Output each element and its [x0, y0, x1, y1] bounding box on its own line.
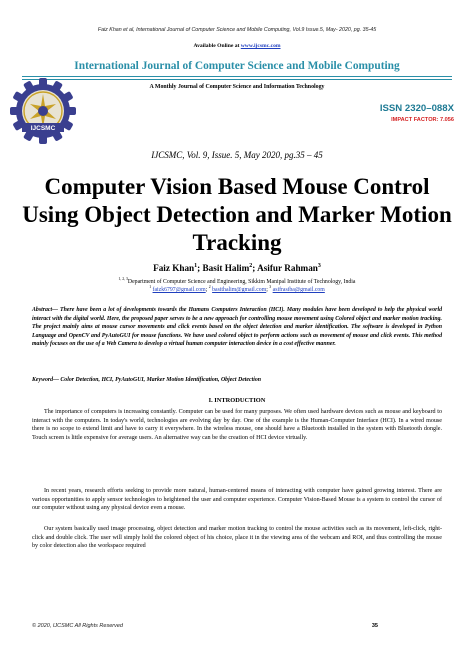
author-name: Faiz Khan [153, 263, 195, 273]
running-header: Faiz Khan et al, International Journal of Computer Science and Mobile Computing, Vol.9 Issue.5, May- 2020, pg. 35-45 [97, 27, 377, 33]
journal-website-link[interactable]: www.ijcsmc.com [240, 43, 281, 49]
footer-copyright: © 2020, IJCSMC All Rights Reserved [32, 623, 123, 629]
gear-logo-icon [8, 76, 78, 146]
issn: ISSN 2320–088X [379, 103, 454, 114]
email-link[interactable]: asifrasiba@gmail.com [272, 287, 325, 293]
author-sup: 3 [317, 262, 321, 269]
abstract: Abstract— There have been a lot of developments towards the Humans Computers Interaction (HCI). Many modules have been developed to help the physical world interact with the digital world. Here, the proposed paper serves to be a new approach for controlling mouse movement using Colored object and marker motion tracking. The project mainly aims at mouse cursor movements and click events based on the object detection and marker identification. The software is developed in Python Language and OpenCV and PyAutoGUI for mouse functions. We have used colored object to perform actions such as movement of mouse and click events. This method mainly focuses on the use of a Web Camera to develop a virtual human computer interaction device in a cost effective manner. [32, 307, 442, 348]
email-sup: 1 [149, 285, 152, 290]
journal-logo [8, 76, 78, 146]
affiliation [0, 279, 474, 285]
author-name: Asifur Rahman [257, 263, 318, 273]
body-paragraph: In recent years, research efforts seeking to provide more natural, human-centered means of interacting with computer have gained growing interest. There are various opportunities to apply sensor technologies to heightened the user and computer experience. Computer Vision-Based Mouse is a system to control the cursor of our computer without using any physical device even a mouse. [32, 488, 442, 512]
issue-line: IJCSMC, Vol. 9, Issue. 5, May 2020, pg.35 – 45 [151, 150, 323, 160]
journal-subtitle: A Monthly Journal of Computer Science and Information Technology [149, 84, 325, 90]
page-number: 35 [371, 623, 378, 629]
available-label: Available Online at [193, 43, 241, 49]
header-rule-top [22, 76, 452, 77]
affiliation-sup: 1, 2, 3 [118, 277, 128, 282]
body-paragraph: The importance of computers is increasing constantly. Computer can be used for many purposes. We often used hardware devices such as mouse and keyboard to interact with the computers. In today's world, technologies are evolving day by day. One of the example is the Human-Computer Interface (HCI). In a wired mouse there is no scope to extend limit and have to carry it everywhere. In the wireless mouse, one should have a Bluetooth installed in the system with Bluetooth dongle. Touch screen is little expensive for average users. An alternative way can be the creation of HCI device virtually. [32, 409, 442, 441]
email-link[interactable]: basithalim@gmail.com [212, 287, 267, 293]
email-sup: 3 [269, 285, 272, 290]
section-heading: I. INTRODUCTION [208, 397, 266, 404]
keywords: Keyword— Color Detection, HCI, PyAutoGUI, Marker Motion Identification, Object Detection [32, 377, 262, 383]
email-sup: 2 [208, 285, 211, 290]
email-link[interactable]: faizk6797@gmail.com [152, 287, 206, 293]
affiliation-text: Department of Computer Science and Engineering, Sikkim Manipal Institute of Technology, India [127, 279, 356, 285]
available-online [0, 43, 474, 49]
header-rule-bottom [22, 79, 452, 80]
logo-text: IJCSMC [30, 125, 56, 132]
journal-title: International Journal of Computer Science and Mobile Computing [74, 60, 400, 72]
impact-factor: IMPACT FACTOR: 7.056 [391, 117, 454, 123]
author-list: Faiz Khan$^1$; Basit Halim$^2$; Asifur Rahman$^3$ [153, 262, 321, 273]
body-paragraph: Our system basically used image processing, object detection and marker motion tracking to control the mouse activities such as its movement, left-click, right-click and double click. The user will simply hold the colored object of his choice, place it in the viewing area of the webcam and ROI, and thus controlling the mouse by color detection also the workspace required [32, 526, 442, 550]
author-sup: 1 [194, 262, 198, 269]
author-emails: $^1$ faizk6797@gmail.com; $^2$ basithalim@gmail.com; $^3$ asifrasiba@gmail.com [149, 285, 325, 293]
author-name: Basit Halim [202, 263, 250, 273]
paper-title: Computer Vision Based Mouse Control Using Object Detection and Marker Motion Tracking [22, 174, 452, 255]
author-sup: 2 [249, 262, 253, 269]
